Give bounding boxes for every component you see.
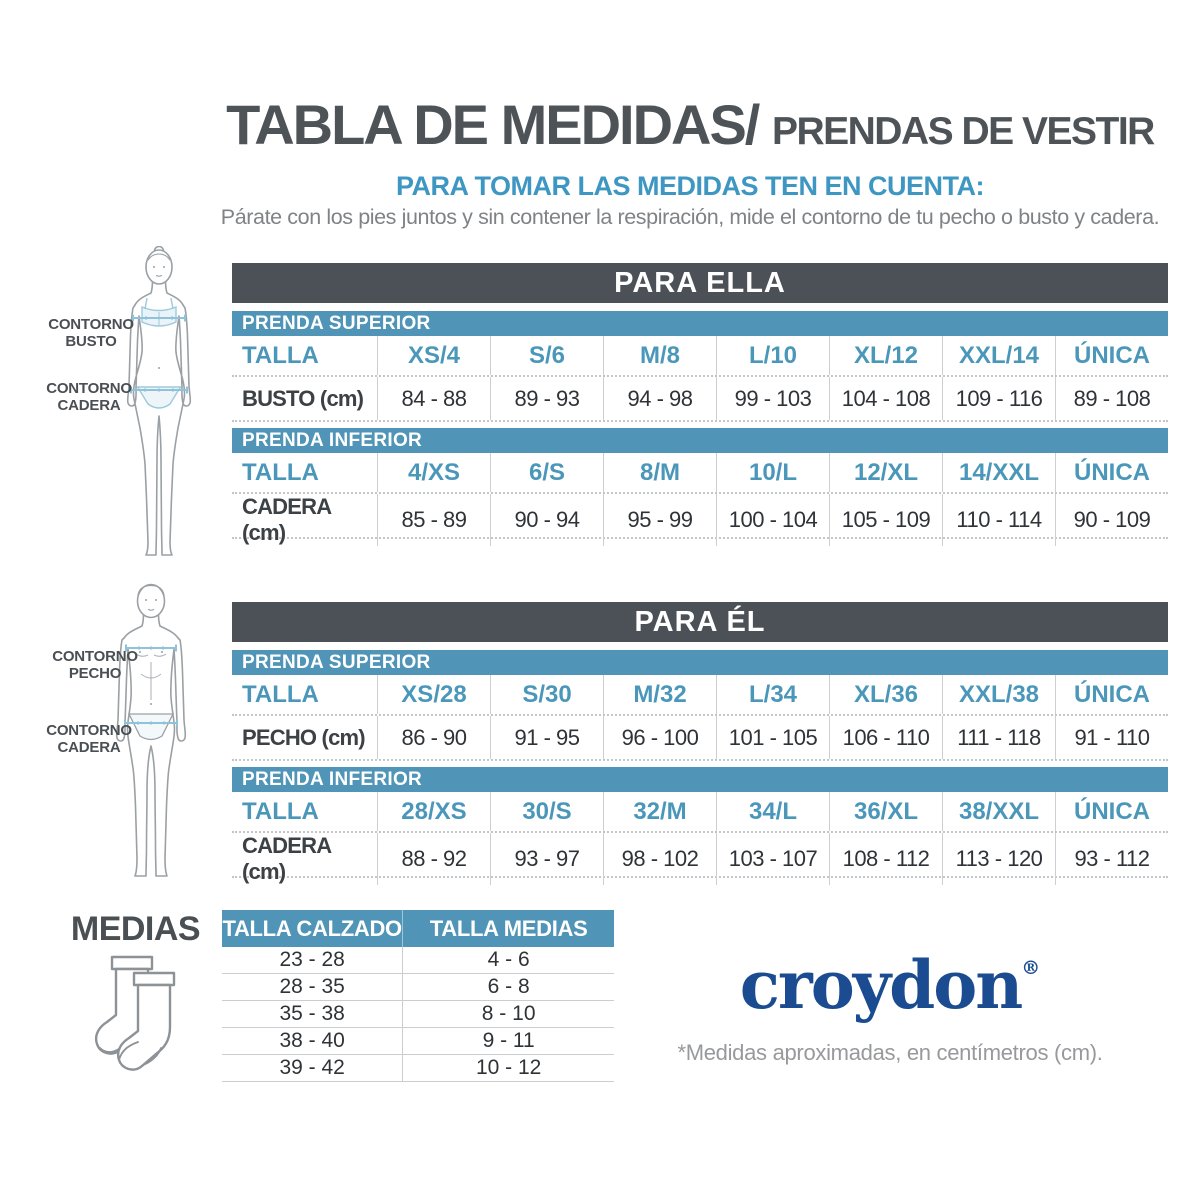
size-cell: ÚNICA — [1055, 336, 1168, 375]
medias-table-header — [222, 910, 614, 947]
table-title-el: PARA ÉL — [232, 602, 1168, 642]
medias-cell: 8 - 10 — [402, 1001, 614, 1027]
size-cell: ÚNICA — [1055, 453, 1168, 492]
female-hip-label: CONTORNO CADERA — [46, 380, 132, 415]
measure-header: CADERA (cm) — [242, 494, 331, 545]
value-cell: 101 - 105 — [716, 716, 829, 759]
medias-row — [222, 1028, 614, 1055]
size-cell: 34/L — [716, 792, 829, 831]
value-cell: 95 - 99 — [603, 494, 716, 546]
socks-icon — [88, 953, 188, 1085]
measure-header: CADERA (cm) — [242, 833, 331, 884]
page-title-sub: PRENDAS DE VESTIR — [771, 110, 1154, 153]
value-cell: 96 - 100 — [603, 716, 716, 759]
medias-size-table — [222, 910, 614, 1082]
band-el-superior: PRENDA SUPERIOR — [232, 650, 1168, 675]
size-cell: XL/12 — [829, 336, 942, 375]
value-cell: 105 - 109 — [829, 494, 942, 546]
size-cell: 36/XL — [829, 792, 942, 831]
page-title-main: TABLA DE MEDIDAS/ — [226, 93, 759, 156]
value-cell: 84 - 88 — [377, 377, 490, 420]
size-cell: 12/XL — [829, 453, 942, 492]
size-cell: 6/S — [490, 453, 603, 492]
value-cell: 90 - 109 — [1055, 494, 1168, 546]
size-cell: 4/XS — [377, 453, 490, 492]
size-cell: M/8 — [603, 336, 716, 375]
row-el-inferior-tallas — [232, 792, 1168, 833]
medias-cell: 10 - 12 — [402, 1055, 614, 1081]
value-cell: 108 - 112 — [829, 833, 942, 885]
instructions-heading: PARA TOMAR LAS MEDIDAS TEN EN CUENTA: — [396, 171, 984, 201]
medias-section-title: MEDIAS — [70, 910, 201, 948]
calzado-cell: 28 - 35 — [279, 975, 345, 998]
talla-header: TALLA — [242, 341, 319, 369]
value-cell: 103 - 107 — [716, 833, 829, 885]
medias-row — [222, 974, 614, 1001]
band-ella-superior: PRENDA SUPERIOR — [232, 311, 1168, 336]
female-head — [146, 250, 172, 284]
male-hip-label: CONTORNO CADERA — [46, 722, 132, 757]
table-para-el — [232, 602, 1168, 884]
size-cell: L/10 — [716, 336, 829, 375]
band-ella-inferior: PRENDA INFERIOR — [232, 428, 1168, 453]
calzado-cell: 35 - 38 — [279, 1002, 345, 1025]
size-cell: S/30 — [490, 675, 603, 714]
size-cell: 32/M — [603, 792, 716, 831]
medias-col-calzado: TALLA CALZADO — [222, 915, 402, 941]
calzado-cell: 38 - 40 — [279, 1029, 345, 1052]
row-el-cadera — [232, 833, 1168, 884]
value-cell: 85 - 89 — [377, 494, 490, 546]
medias-cell: 9 - 11 — [402, 1028, 614, 1054]
size-cell: ÚNICA — [1055, 675, 1168, 714]
value-cell: 113 - 120 — [942, 833, 1055, 885]
talla-header: TALLA — [242, 458, 319, 486]
value-cell: 93 - 112 — [1055, 833, 1168, 885]
row-ella-cadera — [232, 494, 1168, 545]
value-cell: 98 - 102 — [603, 833, 716, 885]
value-cell: 110 - 114 — [942, 494, 1055, 546]
value-cell: 88 - 92 — [377, 833, 490, 885]
measure-header: PECHO (cm) — [242, 724, 365, 750]
value-cell: 109 - 116 — [942, 377, 1055, 420]
male-chest-label: CONTORNO PECHO — [52, 648, 138, 683]
female-navel — [158, 367, 160, 369]
size-cell: 10/L — [716, 453, 829, 492]
band-el-inferior: PRENDA INFERIOR — [232, 767, 1168, 792]
male-head — [138, 585, 165, 618]
size-cell: ÚNICA — [1055, 792, 1168, 831]
medias-row — [222, 1055, 614, 1082]
value-cell: 94 - 98 — [603, 377, 716, 420]
talla-header: TALLA — [242, 680, 319, 708]
brand-name: croydon — [739, 946, 1022, 1024]
size-cell: 38/XXL — [942, 792, 1055, 831]
medias-cell: 4 - 6 — [402, 947, 614, 973]
header — [190, 92, 1190, 230]
size-cell: XS/28 — [377, 675, 490, 714]
medias-row — [222, 1001, 614, 1028]
size-cell: XXL/38 — [942, 675, 1055, 714]
row-el-superior-tallas — [232, 675, 1168, 716]
size-cell: 8/M — [603, 453, 716, 492]
size-cell: S/6 — [490, 336, 603, 375]
size-cell: 30/S — [490, 792, 603, 831]
measure-header: BUSTO (cm) — [242, 385, 364, 411]
size-cell: 14/XXL — [942, 453, 1055, 492]
medias-col-medias: TALLA MEDIAS — [402, 910, 614, 947]
value-cell: 86 - 90 — [377, 716, 490, 759]
brand-logo — [630, 946, 1150, 1024]
measurements-footnote: *Medidas aproximadas, en centímetros (cm). — [677, 1040, 1103, 1065]
calzado-cell: 23 - 28 — [279, 948, 345, 971]
medias-cell: 6 - 8 — [402, 974, 614, 1000]
value-cell: 93 - 97 — [490, 833, 603, 885]
size-cell: XXL/14 — [942, 336, 1055, 375]
size-cell: M/32 — [603, 675, 716, 714]
female-bust-label: CONTORNO BUSTO — [48, 316, 134, 351]
medias-row — [222, 947, 614, 974]
value-cell: 91 - 110 — [1055, 716, 1168, 759]
page-title — [190, 92, 1190, 157]
value-cell: 100 - 104 — [716, 494, 829, 546]
size-cell: 28/XS — [377, 792, 490, 831]
table-para-ella — [232, 263, 1168, 545]
value-cell: 99 - 103 — [716, 377, 829, 420]
row-ella-inferior-tallas — [232, 453, 1168, 494]
talla-header: TALLA — [242, 797, 319, 825]
size-cell: L/34 — [716, 675, 829, 714]
value-cell: 91 - 95 — [490, 716, 603, 759]
table-title-ella: PARA ELLA — [232, 263, 1168, 303]
value-cell: 106 - 110 — [829, 716, 942, 759]
size-cell: XS/4 — [377, 336, 490, 375]
registered-trademark-icon: ® — [1021, 957, 1041, 979]
value-cell: 104 - 108 — [829, 377, 942, 420]
size-cell: XL/36 — [829, 675, 942, 714]
value-cell: 89 - 108 — [1055, 377, 1168, 420]
calzado-cell: 39 - 42 — [279, 1056, 345, 1079]
value-cell: 90 - 94 — [490, 494, 603, 546]
row-el-pecho — [232, 716, 1168, 761]
value-cell: 111 - 118 — [942, 716, 1055, 759]
instructions-text: Párate con los pies juntos y sin contener la respiración, mide el contorno de tu pecho o busto y cadera. — [220, 205, 1160, 229]
row-ella-superior-tallas — [232, 336, 1168, 377]
row-ella-busto — [232, 377, 1168, 422]
value-cell: 89 - 93 — [490, 377, 603, 420]
